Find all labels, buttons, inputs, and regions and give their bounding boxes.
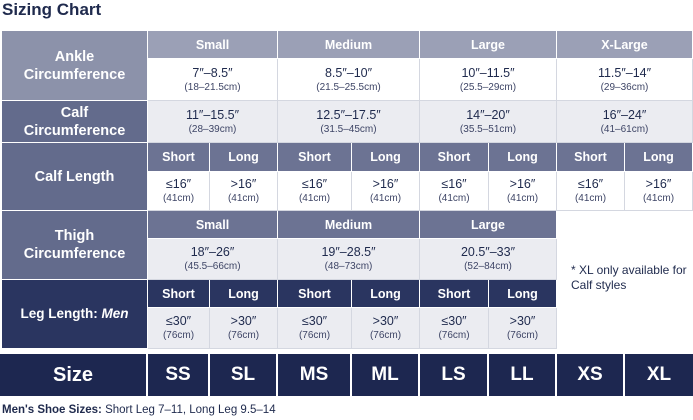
leg-length-value: ≤30″ (76cm) <box>420 308 489 349</box>
header-medium: Medium <box>278 31 420 59</box>
thigh-medium-value: 19″–28.5″ (48–73cm) <box>278 239 420 280</box>
header-small: Small <box>148 31 278 59</box>
calf-label: Calf Circumference <box>2 101 148 143</box>
calf-small-value: 11″–15.5″ (28–39cm) <box>148 101 278 143</box>
calf-length-header: Short <box>420 143 489 172</box>
leg-length-header: Short <box>148 280 210 308</box>
thigh-header-large: Large <box>420 211 557 239</box>
calf-large-value: 14″–20″ (35.5–51cm) <box>420 101 557 143</box>
calf-length-label: Calf Length <box>2 143 148 211</box>
ankle-medium-value: 8.5″–10″ (21.5–25.5cm) <box>278 59 420 101</box>
leg-length-value: ≤30″ (76cm) <box>278 308 352 349</box>
calf-length-header: Long <box>210 143 278 172</box>
calf-length-header: Short <box>557 143 625 172</box>
size-code: XL <box>625 354 693 396</box>
size-code: LS <box>420 354 489 396</box>
leg-length-header: Short <box>420 280 489 308</box>
leg-length-value: >30″ (76cm) <box>352 308 420 349</box>
calf-length-header: Long <box>352 143 420 172</box>
calf-length-value: ≤16″ (41cm) <box>148 172 210 211</box>
calf-length-value: >16″ (41cm) <box>352 172 420 211</box>
page-title: Sizing Chart <box>2 0 102 19</box>
leg-length-value: >30″ (76cm) <box>489 308 557 349</box>
calf-length-value: ≤16″ (41cm) <box>420 172 489 211</box>
header-xlarge: X-Large <box>557 31 693 59</box>
size-code: LL <box>489 354 557 396</box>
calf-medium-value: 12.5″–17.5″ (31.5–45cm) <box>278 101 420 143</box>
calf-length-value: >16″ (41cm) <box>625 172 693 211</box>
thigh-header-medium: Medium <box>278 211 420 239</box>
calf-length-value: ≤16″ (41cm) <box>278 172 352 211</box>
leg-length-header: Long <box>352 280 420 308</box>
ankle-label: Ankle Circumference <box>2 31 148 101</box>
ankle-xlarge-value: 11.5″–14″ (29–36cm) <box>557 59 693 101</box>
leg-length-label: Leg Length: Men <box>2 280 148 349</box>
xl-footnote: * XL only available for Calf styles <box>571 263 687 292</box>
size-code: ML <box>352 354 420 396</box>
thigh-small-value: 18″–26″ (45.5–66cm) <box>148 239 278 280</box>
leg-length-header: Long <box>210 280 278 308</box>
thigh-label: Thigh Circumference <box>2 211 148 280</box>
header-large: Large <box>420 31 557 59</box>
thigh-header-small: Small <box>148 211 278 239</box>
size-code: XS <box>557 354 625 396</box>
shoe-sizes-note: Men's Shoe Sizes: Short Leg 7–11, Long Leg 9.5–14 <box>2 404 276 416</box>
size-code: SS <box>148 354 210 396</box>
leg-length-header: Short <box>278 280 352 308</box>
size-code-bar <box>0 354 693 396</box>
calf-xlarge-value: 16″–24″ (41–61cm) <box>557 101 693 143</box>
calf-length-value: ≤16″ (41cm) <box>557 172 625 211</box>
ankle-small-value: 7″–8.5″ (18–21.5cm) <box>148 59 278 101</box>
calf-length-value: >16″ (41cm) <box>210 172 278 211</box>
thigh-large-value: 20.5″–33″ (52–84cm) <box>420 239 557 280</box>
size-code: MS <box>278 354 352 396</box>
size-code: SL <box>210 354 278 396</box>
calf-length-header: Long <box>489 143 557 172</box>
calf-length-header: Short <box>278 143 352 172</box>
calf-length-header: Short <box>148 143 210 172</box>
size-label: Size <box>0 354 148 396</box>
leg-length-value: ≤30″ (76cm) <box>148 308 210 349</box>
calf-length-value: >16″ (41cm) <box>489 172 557 211</box>
ankle-large-value: 10″–11.5″ (25.5–29cm) <box>420 59 557 101</box>
leg-length-value: >30″ (76cm) <box>210 308 278 349</box>
calf-length-header: Long <box>625 143 693 172</box>
leg-length-header: Long <box>489 280 557 308</box>
